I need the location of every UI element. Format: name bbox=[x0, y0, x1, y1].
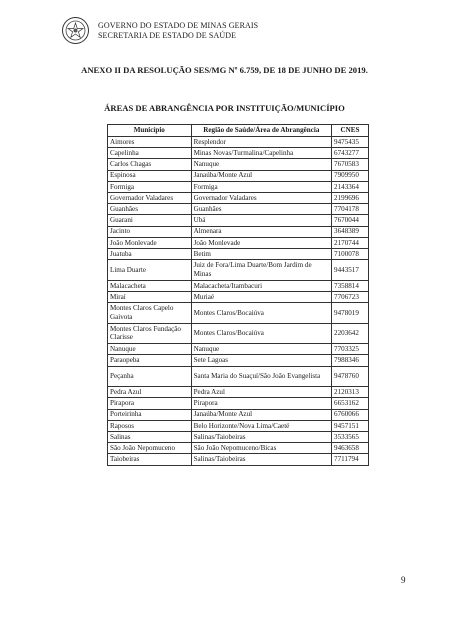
cell-municipio: Jacinto bbox=[108, 226, 192, 237]
cell-cnes: 7711794 bbox=[332, 454, 369, 465]
table-row bbox=[108, 387, 369, 398]
table-row bbox=[108, 443, 369, 454]
cell-regiao: São João Nepomuceno/Bicas bbox=[191, 443, 331, 454]
table-row bbox=[108, 248, 369, 259]
cell-regiao: Ubá bbox=[191, 215, 331, 226]
cell-cnes: 2170744 bbox=[332, 237, 369, 248]
table-row bbox=[108, 204, 369, 215]
table-row bbox=[108, 291, 369, 302]
cell-cnes: 3648389 bbox=[332, 226, 369, 237]
cell-cnes: 6760066 bbox=[332, 409, 369, 420]
table-row bbox=[108, 303, 369, 324]
cell-municipio: São João Nepomuceno bbox=[108, 443, 192, 454]
cell-cnes: 7704178 bbox=[332, 204, 369, 215]
cell-cnes: 3533565 bbox=[332, 431, 369, 442]
cell-municipio: Malacacheta bbox=[108, 280, 192, 291]
cell-regiao: Belo Horizonte/Nova Lima/Caeté bbox=[191, 420, 331, 431]
cell-municipio: Formiga bbox=[108, 181, 192, 192]
coverage-table bbox=[107, 124, 369, 466]
cell-municipio: Nanuque bbox=[108, 344, 192, 355]
cell-cnes: 7358814 bbox=[332, 280, 369, 291]
cell-cnes: 9457151 bbox=[332, 420, 369, 431]
cell-regiao: Sete Lagoas bbox=[191, 355, 331, 366]
cell-regiao: Resplendor bbox=[191, 137, 331, 148]
cell-regiao: Malacacheta/Itambacuri bbox=[191, 280, 331, 291]
table-row bbox=[108, 355, 369, 366]
cell-municipio: Lima Duarte bbox=[108, 260, 192, 281]
table-row bbox=[108, 148, 369, 159]
table-row bbox=[108, 323, 369, 344]
cell-regiao: Pirapora bbox=[191, 398, 331, 409]
table-row bbox=[108, 170, 369, 181]
cell-cnes: 9443517 bbox=[332, 260, 369, 281]
header-regiao: Região de Saúde/Área de Abrangência bbox=[191, 125, 331, 137]
cell-regiao: Montes Claros/Bocaiúva bbox=[191, 303, 331, 324]
table-header-row bbox=[108, 125, 369, 137]
header-municipio: Município bbox=[108, 125, 192, 137]
cell-municipio: Miraí bbox=[108, 291, 192, 302]
state-seal-icon bbox=[62, 17, 89, 44]
cell-municipio: Capelinha bbox=[108, 148, 192, 159]
cell-cnes: 9478760 bbox=[332, 366, 369, 387]
cell-cnes: 7100078 bbox=[332, 248, 369, 259]
annex-title: ANEXO II DA RESOLUÇÃO SES/MG Nº 6.759, DE 18 DE JUNHO DE 2019. bbox=[81, 65, 368, 75]
cell-regiao: Janaúba/Monte Azul bbox=[191, 170, 331, 181]
cell-regiao: Minas Novas/Turmalina/Capelinha bbox=[191, 148, 331, 159]
table-row bbox=[108, 226, 369, 237]
table-row bbox=[108, 237, 369, 248]
table-row bbox=[108, 398, 369, 409]
cell-cnes: 7988346 bbox=[332, 355, 369, 366]
cell-municipio: João Monlevade bbox=[108, 237, 192, 248]
cell-regiao: Guanhães bbox=[191, 204, 331, 215]
cell-cnes: 7670044 bbox=[332, 215, 369, 226]
table-row bbox=[108, 366, 369, 387]
cell-cnes: 7670583 bbox=[332, 159, 369, 170]
cell-regiao: Janaúba/Monte Azul bbox=[191, 409, 331, 420]
cell-cnes: 9478019 bbox=[332, 303, 369, 324]
header-cnes: CNES bbox=[332, 125, 369, 137]
table-row bbox=[108, 420, 369, 431]
cell-cnes: 2203642 bbox=[332, 323, 369, 344]
header-text bbox=[98, 21, 258, 40]
table-row bbox=[108, 454, 369, 465]
page-number: 9 bbox=[401, 575, 406, 585]
cell-municipio: Montes Claros Capelo Gaivota bbox=[108, 303, 192, 324]
cell-regiao: Governador Valadares bbox=[191, 192, 331, 203]
cell-municipio: Montes Claros Fundação Clarisse bbox=[108, 323, 192, 344]
cell-regiao: Pedra Azul bbox=[191, 387, 331, 398]
table-row bbox=[108, 192, 369, 203]
cell-regiao: João Monlevade bbox=[191, 237, 331, 248]
cell-municipio: Pedra Azul bbox=[108, 387, 192, 398]
cell-regiao: Santa Maria do Suaçuí/São João Evangelista bbox=[191, 366, 331, 387]
cell-municipio: Taiobeiras bbox=[108, 454, 192, 465]
cell-cnes: 9475435 bbox=[332, 137, 369, 148]
cell-municipio: Paraopeba bbox=[108, 355, 192, 366]
section-title: ÁREAS DE ABRANGÊNCIA POR INSTITUIÇÃO/MUNICÍPIO bbox=[104, 103, 345, 113]
cell-regiao: Betim bbox=[191, 248, 331, 259]
cell-regiao: Muriaé bbox=[191, 291, 331, 302]
cell-municipio: Porteirinha bbox=[108, 409, 192, 420]
cell-regiao: Nanuque bbox=[191, 159, 331, 170]
cell-regiao: Formiga bbox=[191, 181, 331, 192]
cell-municipio: Aimores bbox=[108, 137, 192, 148]
cell-cnes: 9463658 bbox=[332, 443, 369, 454]
government-name: GOVERNO DO ESTADO DE MINAS GERAIS bbox=[98, 21, 259, 30]
cell-cnes: 7909950 bbox=[332, 170, 369, 181]
cell-regiao: Nanuque bbox=[191, 344, 331, 355]
cell-cnes: 2199696 bbox=[332, 192, 369, 203]
cell-regiao: Montes Claros/Bocaiúva bbox=[191, 323, 331, 344]
table-row bbox=[108, 431, 369, 442]
table-row bbox=[108, 215, 369, 226]
cell-municipio: Juatuba bbox=[108, 248, 192, 259]
cell-cnes: 7706723 bbox=[332, 291, 369, 302]
secretariat-name: SECRETARIA DE ESTADO DE SAÚDE bbox=[98, 30, 237, 40]
document-header bbox=[62, 17, 258, 44]
table-row bbox=[108, 409, 369, 420]
cell-municipio: Carlos Chagas bbox=[108, 159, 192, 170]
cell-regiao: Juiz de Fora/Lima Duarte/Bom Jardim de Minas bbox=[191, 260, 331, 281]
cell-cnes: 7703325 bbox=[332, 344, 369, 355]
cell-municipio: Guanhães bbox=[108, 204, 192, 215]
table-row bbox=[108, 260, 369, 281]
cell-municipio: Salinas bbox=[108, 431, 192, 442]
cell-municipio: Governador Valadares bbox=[108, 192, 192, 203]
cell-municipio: Guarani bbox=[108, 215, 192, 226]
cell-municipio: Pirapora bbox=[108, 398, 192, 409]
cell-cnes: 6653162 bbox=[332, 398, 369, 409]
cell-municipio: Peçanha bbox=[108, 366, 192, 387]
cell-regiao: Salinas/Taiobeiras bbox=[191, 431, 331, 442]
table-row bbox=[108, 159, 369, 170]
table-row bbox=[108, 280, 369, 291]
cell-municipio: Espinosa bbox=[108, 170, 192, 181]
cell-regiao: Almenara bbox=[191, 226, 331, 237]
cell-cnes: 6743277 bbox=[332, 148, 369, 159]
table-row bbox=[108, 137, 369, 148]
cell-cnes: 2143364 bbox=[332, 181, 369, 192]
cell-cnes: 2120313 bbox=[332, 387, 369, 398]
table-row bbox=[108, 344, 369, 355]
cell-regiao: Salinas/Taiobeiras bbox=[191, 454, 331, 465]
cell-municipio: Raposos bbox=[108, 420, 192, 431]
table-row bbox=[108, 181, 369, 192]
